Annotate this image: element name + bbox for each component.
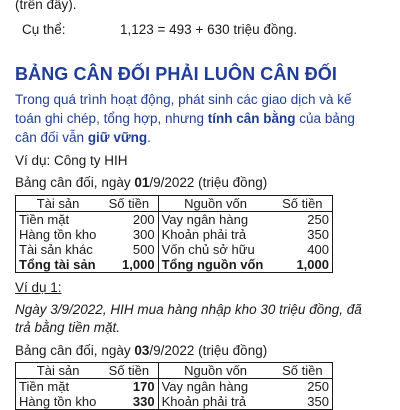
intro-text: của bảng — [295, 111, 355, 126]
cell: 200 — [132, 212, 155, 227]
formula-label: Cụ thể: — [22, 22, 66, 37]
example-company: Ví dụ: Công ty HIH — [15, 153, 128, 168]
table-total-row — [16, 257, 333, 273]
cell: Hàng tồn kho — [19, 394, 97, 409]
formula-text: 1,123 = 493 + 630 triệu đồng. — [120, 22, 298, 37]
cell: 250 — [307, 379, 329, 394]
intro-text: cân đối vẫn — [15, 130, 88, 145]
intro-bold: giữ vững — [87, 130, 148, 145]
caption-date: 03 — [134, 343, 150, 358]
cell: Vay ngân hàng — [158, 379, 273, 395]
cell: 500 — [132, 242, 155, 257]
intro-line-1: Trong quá trình hoạt động, phát sinh các giao dịch và kế — [15, 92, 352, 107]
cell: Khoản phải trả — [158, 227, 273, 242]
balance-table-2 — [15, 362, 333, 410]
col-header: Nguồn vốn — [158, 196, 273, 212]
col-header: Số tiền — [273, 196, 333, 212]
cell: 250 — [307, 212, 329, 227]
example-1-line-1: Ngày 3/9/2022, HIH mua hàng nhập kho 30 triệu đồng, đã — [15, 302, 362, 317]
col-header: Nguồn vốn — [158, 363, 273, 379]
table-header-row — [16, 363, 333, 379]
table-header-row — [16, 196, 333, 212]
cell: Tiền mặt — [19, 212, 70, 227]
cell: Tiền mặt — [19, 379, 70, 394]
cell: Tổng tài sản — [19, 257, 96, 272]
cell: 350 — [307, 227, 329, 242]
caption-text: Bảng cân đối, ngày — [15, 175, 135, 190]
continued-text: (trên đây). — [15, 0, 77, 12]
col-header: Tài sản — [16, 363, 101, 379]
example-1-line-2: trả bằng tiền mặt. — [15, 320, 121, 335]
cell: Tài sản khác — [19, 242, 93, 257]
col-header: Số tiền — [100, 196, 158, 212]
caption-text: Bảng cân đối, ngày — [15, 343, 135, 358]
col-header: Tài sản — [16, 196, 101, 212]
intro-text: toán ghi chép, tổng hợp, nhưng — [15, 111, 208, 126]
table-row — [16, 227, 333, 242]
cell: 1,000 — [296, 257, 329, 272]
cell: Khoản phải trả — [158, 394, 273, 410]
intro-line-3 — [15, 130, 151, 145]
intro-line-2 — [15, 111, 355, 126]
table-row — [16, 394, 333, 410]
table-row — [16, 212, 333, 228]
cell: Hàng tồn kho — [19, 227, 97, 242]
cell: Vốn chủ sở hữu — [158, 242, 273, 257]
balance-table-1 — [15, 195, 333, 273]
intro-text: . — [147, 130, 151, 145]
cell-changed: 330 — [132, 394, 155, 409]
caption-text: /9/2022 (triệu đồng) — [149, 175, 268, 190]
caption-date: 01 — [134, 175, 150, 190]
cell: 1,000 — [122, 257, 155, 272]
table1-caption — [15, 175, 267, 190]
intro-bold: tính cân bằng — [207, 111, 296, 126]
section-heading: BẢNG CÂN ĐỐI PHẢI LUÔN CÂN ĐỐI — [15, 64, 337, 84]
caption-text: /9/2022 (triệu đồng) — [149, 343, 268, 358]
example-1-label: Ví dụ 1: — [15, 280, 62, 295]
table-row — [16, 242, 333, 257]
cell: Vay ngân hàng — [158, 212, 273, 228]
table-row — [16, 379, 333, 395]
col-header: Số tiền — [100, 363, 158, 379]
cell: 350 — [307, 394, 329, 409]
table2-caption — [15, 343, 267, 358]
cell-changed: 170 — [132, 379, 155, 394]
cell: 300 — [132, 227, 155, 242]
cell: 400 — [307, 242, 329, 257]
cell: Tổng nguồn vốn — [158, 257, 273, 273]
col-header: Số tiền — [273, 363, 333, 379]
